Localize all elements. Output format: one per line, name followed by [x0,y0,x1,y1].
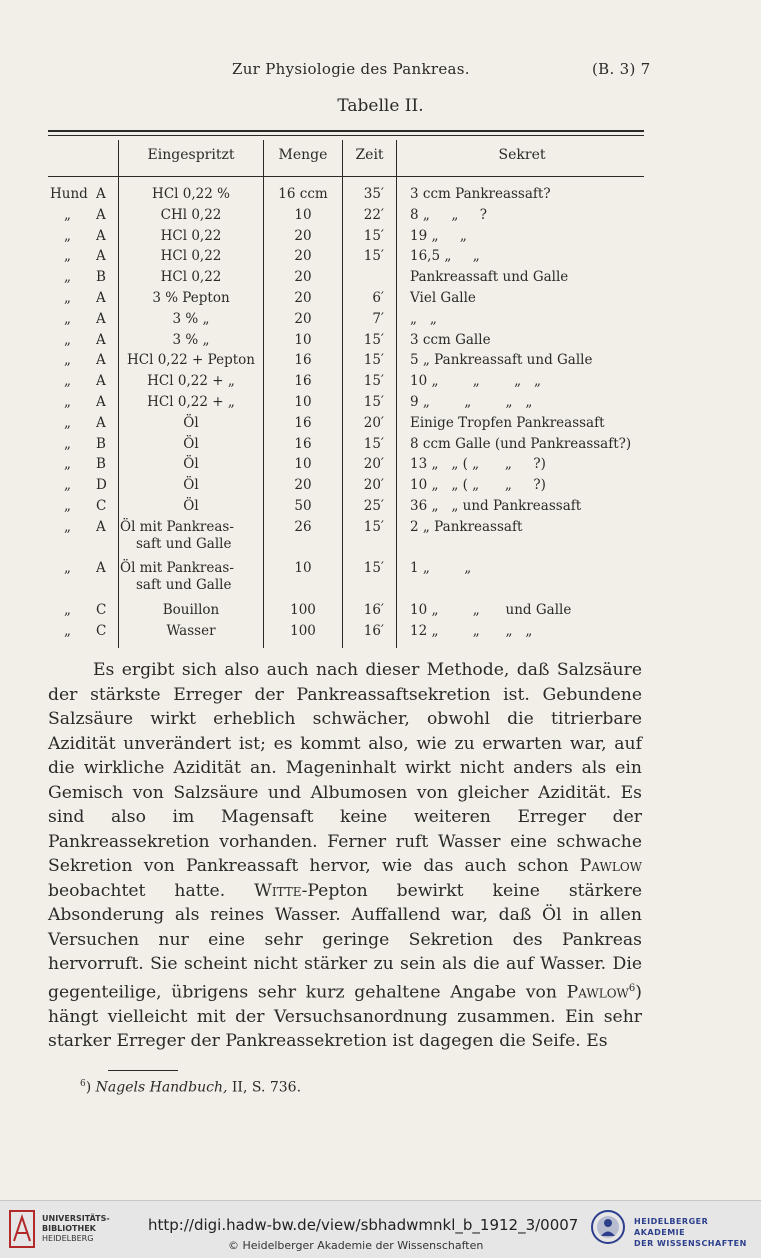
cell-amount: 16 [294,373,312,390]
cell-time: 20′ [363,414,384,431]
cell-injected-line: Öl [183,477,199,494]
cell-time: 15′ [363,394,384,410]
footnote-source: Nagels Handbuch, [95,1079,228,1096]
cell-animal-group: A [96,227,106,244]
table-row [0,373,761,393]
cell-injected [120,248,262,264]
cell-animal-group: B [96,269,106,286]
cell-amount: 16 [294,435,312,452]
cell-secretion: 10 „ „ „ „ [410,373,541,390]
cell-animal-name: „ [64,290,71,306]
cell-secretion: 19 „ „ [410,227,467,244]
cell-secretion: 1 „ „ [410,560,472,577]
cell-injected [120,207,262,223]
body-text-3: -Pepton bewirkt keine stärkere Absonderung als reines Wasser. Auffallend war, daß Öl in allen Versuchen nur eine sehr geringe Sekretion des Pankreas hervorruft. Sie scheint nicht stärker zu sein als die auf Wasser. Die gegenteilige, übrigens sehr kurz gehaltene Angabe von [48,880,642,1003]
cell-amount: 20 [294,269,312,286]
cell-amount: 10 [294,456,312,473]
cell-injected-line: Wasser [166,622,216,639]
cell-amount: 20 [294,310,312,327]
cell-injected-line: Öl mit Pankreas- [120,518,234,535]
cell-animal-group: A [96,186,106,202]
cell-animal-group: A [96,290,106,306]
footnote-reference: 6 [628,982,636,994]
cell-amount: 20 [294,227,312,244]
cell-animal-group: A [96,560,106,577]
cell-amount: 16 [294,352,312,369]
academy-name-line: DER WISSENSCHAFTEN [634,1239,747,1248]
cell-secretion: Viel Galle [410,290,476,306]
cell-secretion: 5 „ Pankreassaft und Galle [410,352,593,369]
cell-animal-group: D [96,477,107,494]
cell-time: 15′ [363,331,384,348]
cell-injected-line: Öl [183,498,199,514]
cell-injected [120,332,262,348]
table-row [0,248,761,268]
cell-time: 15′ [363,373,384,390]
column-header-secretion: Sekret [498,147,546,163]
cell-injected [120,186,262,202]
cell-amount: 50 [294,498,312,514]
table-row [0,332,761,352]
cell-amount: 16 [294,414,312,431]
table-row [0,228,761,248]
cell-animal-name: „ [64,227,71,244]
cell-secretion: Pankreassaft und Galle [410,269,569,286]
cell-time: 22′ [363,206,384,223]
library-name-line: UNIVERSITÄTS- [42,1214,110,1223]
cell-injected-line: HCl 0,22 [160,227,222,244]
cell-injected-line: Öl mit Pankreas- [120,560,234,577]
cell-injected [120,352,262,368]
cell-injected [120,456,262,472]
cell-time: 16′ [363,622,384,639]
footnote: $^6$) Nagels Handbuch, II, S. 736. [80,1079,302,1096]
body-text-4: ) hängt vielleicht mit der Versuchsanordnung zusammen. Ein sehr starker Erreger der Pankreassekretion ist dagegen die Seife. Es [48,982,642,1052]
cell-animal-group: A [96,352,106,369]
table-row [0,518,761,552]
cell-injected [120,602,262,618]
cell-injected [120,394,262,410]
cell-amount: 16 ccm [278,186,328,202]
cell-secretion: 9 „ „ „ „ [410,394,533,410]
table-row [0,186,761,206]
university-library-logo-icon [8,1209,36,1249]
footnote-ref: II, S. 736. [227,1079,302,1096]
table-row [0,311,761,331]
cell-secretion: 36 „ „ und Pankreassaft [410,498,582,514]
cell-time: 16′ [363,602,384,618]
cell-time: 20′ [363,456,384,473]
cell-animal-name: „ [64,435,71,452]
table-row [0,560,761,594]
cell-injected [120,560,262,593]
column-header-injected: Eingespritzt [147,147,235,163]
cell-secretion: 3 ccm Pankreassaft? [410,186,551,202]
table-row [0,290,761,310]
cell-animal-group: A [96,518,106,535]
cell-injected [120,519,262,552]
cell-amount: 20 [294,477,312,494]
cell-injected [120,311,262,327]
cell-injected [120,228,262,244]
page-number: (B. 3) 7 [592,60,651,78]
cell-animal-group: A [96,331,106,348]
cell-animal-group: A [96,414,106,431]
cell-injected [120,623,262,639]
cell-animal-group: C [96,498,107,514]
cell-animal-name: „ [64,414,71,431]
table-row [0,415,761,435]
cell-time: 15′ [363,248,384,265]
table-row [0,623,761,643]
cell-animal-name: „ [64,352,71,369]
cell-injected-line: Öl [183,414,199,431]
library-name-line: BIBLIOTHEK [42,1224,96,1233]
cell-injected-line: Öl [183,435,199,452]
cell-injected-line: HCl 0,22 + Pepton [126,352,256,369]
cell-animal-name: „ [64,560,71,577]
cell-injected-line: HCl 0,22 % [152,186,230,202]
table-row [0,394,761,414]
viewer-footer [0,1200,761,1258]
body-paragraph [48,658,642,1054]
table-title: Tabelle II. [337,96,424,116]
table-row [0,477,761,497]
cell-amount: 10 [294,560,312,577]
cell-amount: 100 [290,602,316,618]
cell-injected [120,498,262,514]
column-header-time: Zeit [355,147,384,163]
table-top-rule-thin [48,135,644,136]
cell-injected-line: 3 % Pepton [152,290,230,306]
cell-time: 15′ [363,518,384,535]
author-name: Pawlow [579,856,642,876]
academy-name [634,1216,761,1249]
footnote-rule [108,1070,178,1071]
table-row [0,269,761,289]
cell-injected-line: HCl 0,22 + „ [147,373,235,390]
cell-animal-group: C [96,602,107,618]
cell-injected [120,290,262,306]
cell-animal-group: B [96,456,106,473]
cell-time: 15′ [363,560,384,577]
cell-injected-line: 3 % „ [172,331,210,348]
cell-injected-line: HCl 0,22 + „ [147,394,235,410]
academy-name-line: HEIDELBERGER AKADEMIE [634,1217,709,1237]
cell-animal-name: „ [64,518,71,535]
author-name: Pawlow [566,982,629,1003]
cell-time: 35′ [363,186,384,202]
cell-injected-line: HCl 0,22 [160,269,222,286]
cell-secretion: 2 „ Pankreassaft [410,518,523,535]
cell-animal-name: „ [64,310,71,327]
author-name: Witte [254,880,302,901]
table-header-rule [48,176,644,177]
cell-secretion: 12 „ „ „ „ [410,622,533,639]
cell-injected [120,477,262,493]
cell-animal-name: „ [64,456,71,473]
cell-animal-name: „ [64,206,71,223]
cell-time: 25′ [363,498,384,514]
cell-animal-name: „ [64,269,71,286]
cell-animal-group: A [96,206,106,223]
cell-amount: 10 [294,206,312,223]
cell-amount: 100 [290,622,316,639]
cell-animal-name: „ [64,331,71,348]
cell-secretion: Einige Tropfen Pankreassaft [410,414,605,431]
running-title: Zur Physiologie des Pankreas. [232,60,470,78]
cell-secretion: 10 „ „ und Galle [410,602,572,618]
cell-animal-name: „ [64,498,71,514]
cell-animal-name: „ [64,622,71,639]
cell-injected [120,373,262,389]
cell-animal-group: A [96,394,106,410]
cell-injected-line: HCl 0,22 [160,248,222,265]
table-row [0,456,761,476]
cell-injected [120,436,262,452]
cell-amount: 10 [294,331,312,348]
cell-animal-group: A [96,248,106,265]
cell-time: 15′ [363,352,384,369]
cell-time: 20′ [363,477,384,494]
cell-injected-line: 3 % „ [172,310,210,327]
cell-secretion: 8 „ „ ? [410,206,488,223]
cell-secretion: 10 „ „ ( „ „ ?) [410,477,546,494]
cell-injected [120,415,262,431]
cell-secretion: 3 ccm Galle [410,331,491,348]
cell-amount: 20 [294,248,312,265]
cell-time: 15′ [363,435,384,452]
cell-injected-line: saft und Galle [136,535,232,552]
table-row [0,352,761,372]
cell-injected-line: Bouillon [162,602,220,618]
cell-injected [120,269,262,285]
column-header-amount: Menge [278,147,328,163]
library-name [42,1214,110,1244]
table-row [0,498,761,518]
cell-injected-line: saft und Galle [136,577,232,594]
table-row [0,602,761,622]
cell-time: 7′ [372,310,384,327]
academy-seal-icon [590,1209,626,1245]
cell-animal-name: „ [64,477,71,494]
cell-animal-name: „ [64,602,71,618]
permalink-url[interactable]: http://digi.hadw-bw.de/view/sbhadwmnkl_b_1912_3/0007 [148,1216,579,1234]
cell-injected-line: CHl 0,22 [160,206,222,223]
cell-animal-name: Hund [50,186,88,202]
body-text-2: beobachtet hatte. [48,880,255,901]
cell-animal-name: „ [64,394,71,410]
cell-animal-name: „ [64,373,71,390]
cell-secretion: 13 „ „ ( „ „ ?) [410,456,546,473]
table-row [0,436,761,456]
body-text-1: Es ergibt sich also auch nach dieser Methode, daß Salzsäure der stärkste Erreger der Pankreassaftsekretion ist. Gebundene Salzsäure wirkt erheblich schwächer, obwohl die titrierbare Azidität unverändert ist; es kommt also, wie zu erwarten war, auf die wirkliche Azidität an. Mageninhalt wirkt nicht anders als ein Gemisch von Salzsäure und Albumosen von gleicher Azidität. Es sind also im Magensaft keine weiteren Erreger der Pankreassekretion vorhanden. Ferner ruft Wasser eine schwache Sekretion von Pankreassaft hervor, wie das auch schon [48,660,642,876]
cell-amount: 20 [294,290,312,306]
cell-secretion: 16,5 „ „ [410,248,480,265]
cell-secretion: „ „ [410,310,437,327]
cell-amount: 10 [294,394,312,410]
footnote-marker: 6 [80,1079,86,1089]
cell-animal-name: „ [64,248,71,265]
cell-amount: 26 [294,518,312,535]
cell-animal-group: B [96,435,106,452]
library-name-line: HEIDELBERG [42,1234,94,1243]
cell-time: 15′ [363,227,384,244]
cell-injected-line: Öl [183,456,199,473]
cell-secretion: 8 ccm Galle (und Pankreassaft?) [410,435,632,452]
cell-animal-group: A [96,373,106,390]
table-top-rule [48,130,644,132]
cell-animal-group: A [96,310,106,327]
cell-time: 6′ [372,290,384,306]
table-row [0,207,761,227]
cell-animal-group: C [96,622,107,639]
copyright-notice: © Heidelberger Akademie der Wissenschaften [228,1239,484,1252]
